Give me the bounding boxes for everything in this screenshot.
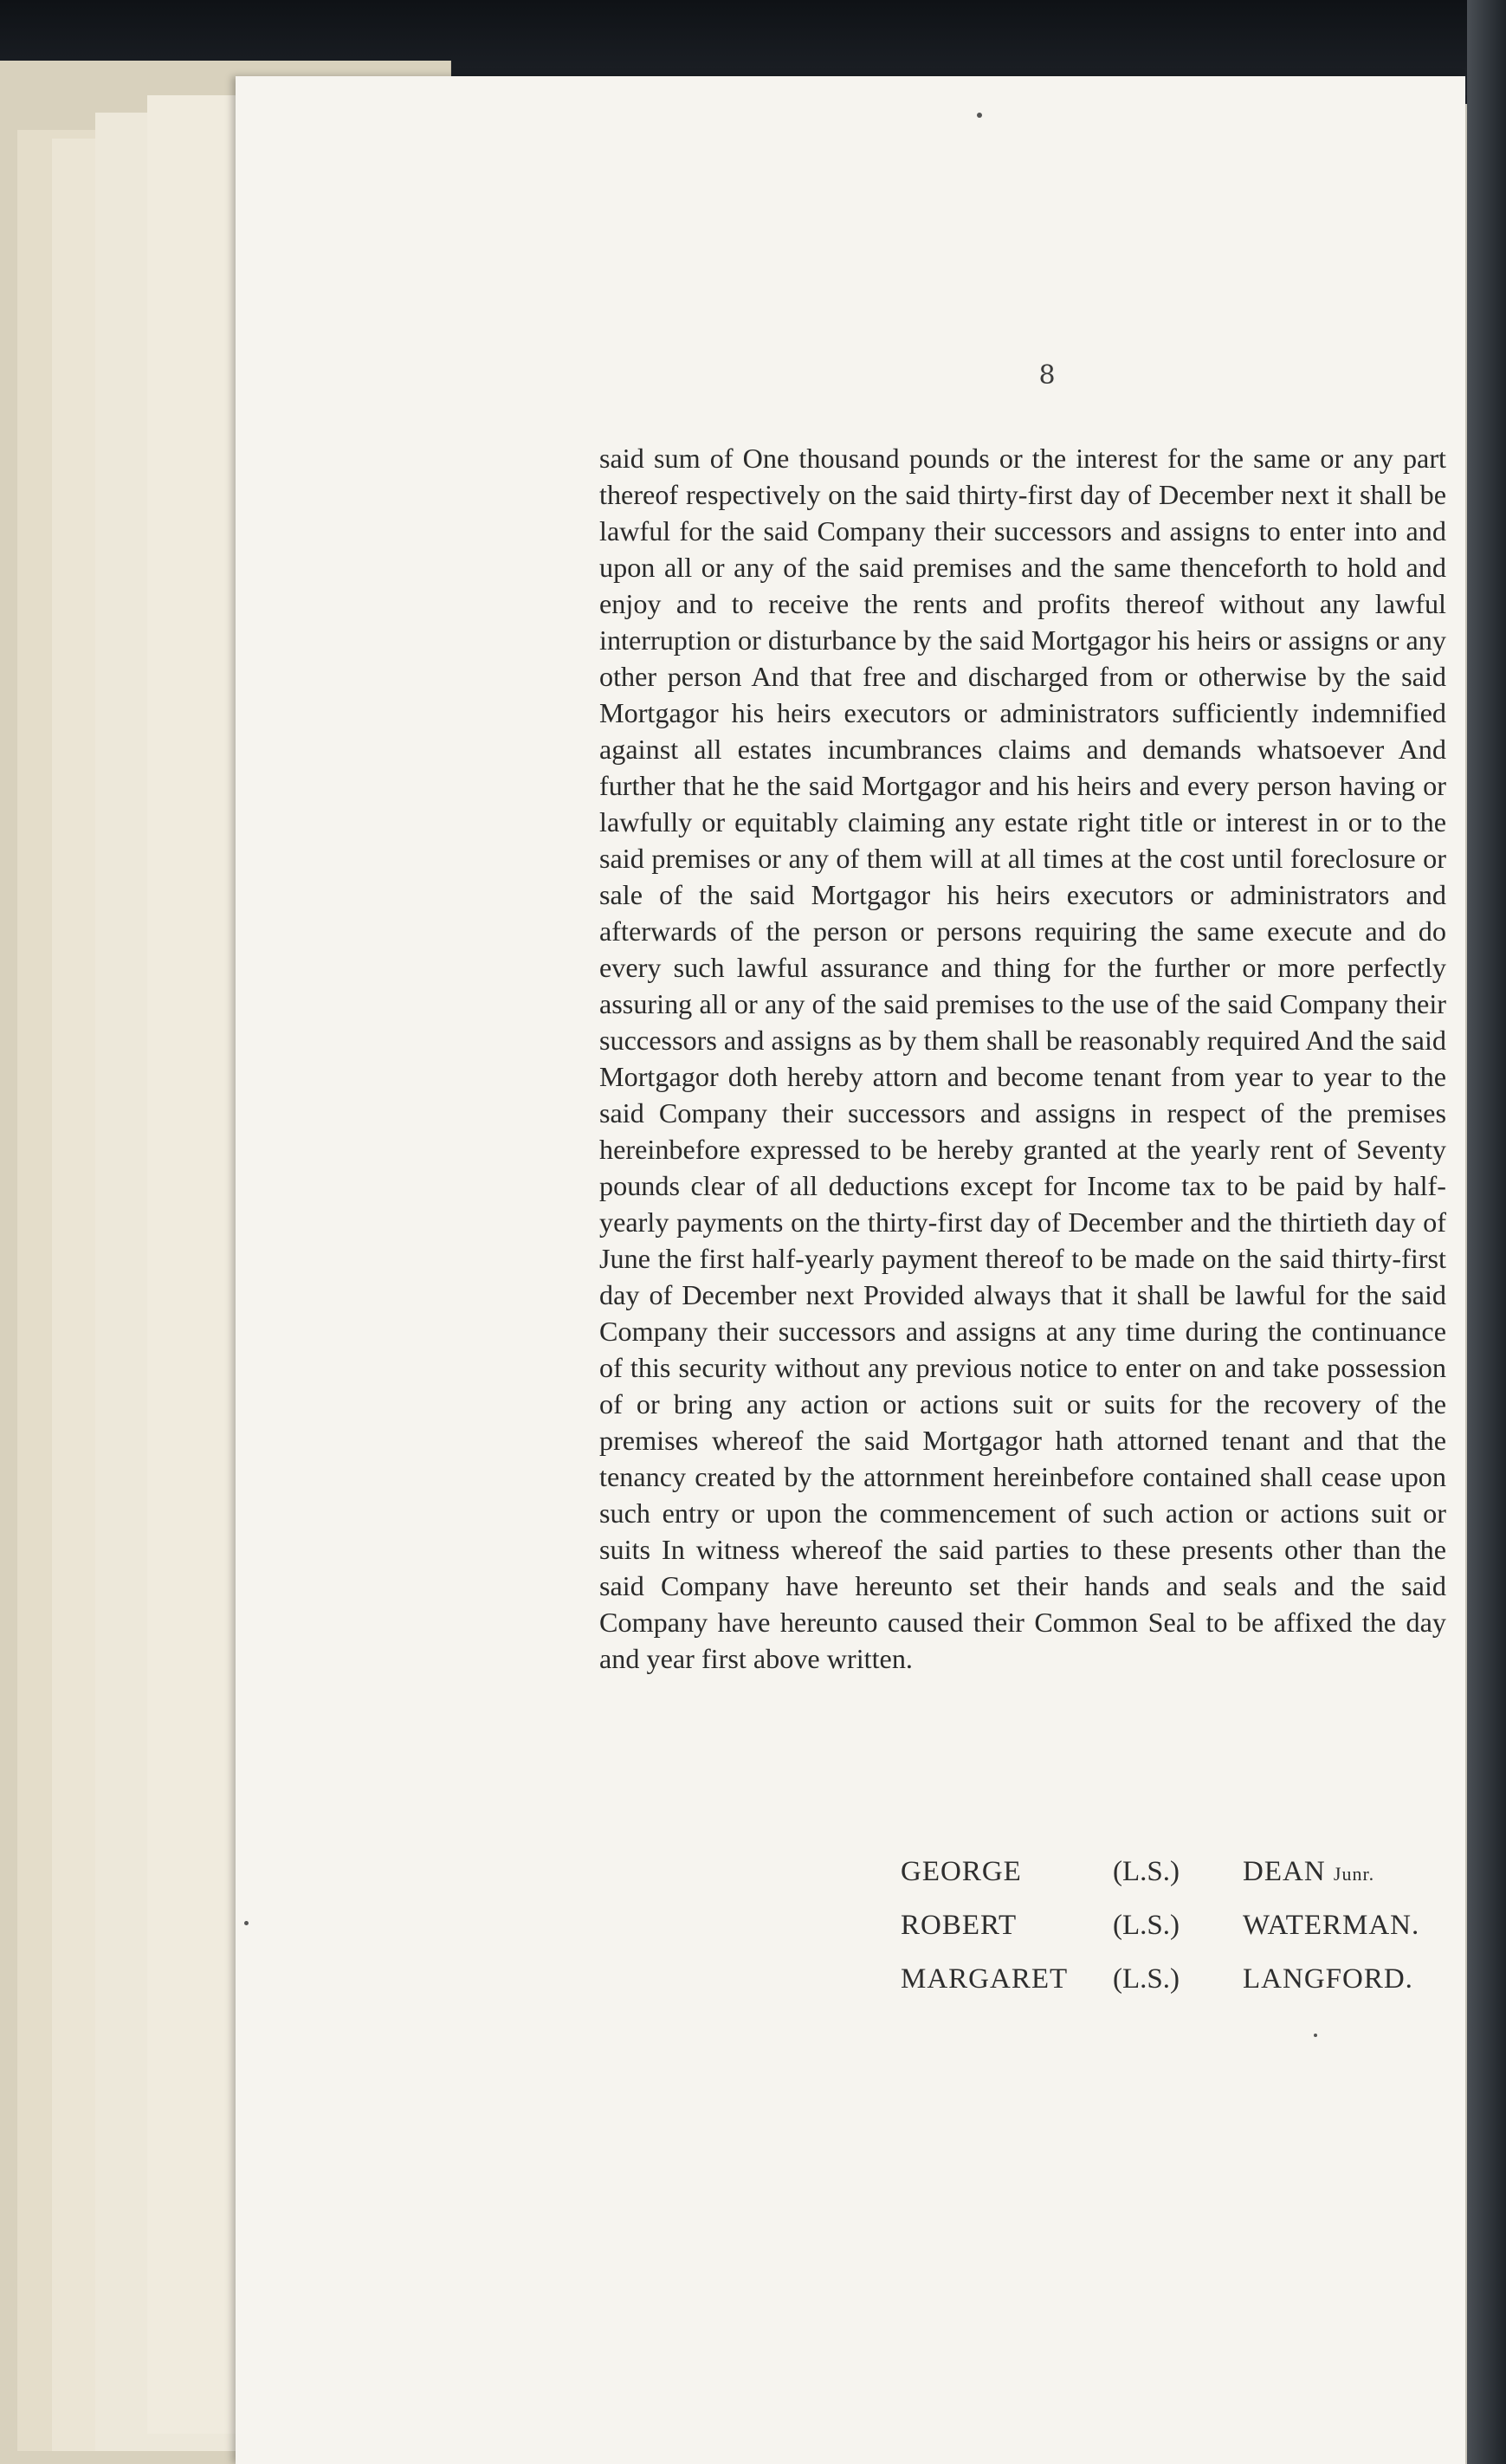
signature-row [901, 1845, 1419, 1898]
seal-mark: (L.S.) [1113, 1909, 1180, 1941]
signature-row [901, 1898, 1419, 1952]
signatory-first-name: ROBERT [901, 1909, 1018, 1941]
ink-speck [977, 113, 982, 118]
signature-block [901, 1845, 1419, 2006]
name-suffix: Junr. [1333, 1862, 1375, 1885]
signatory-surname: DEAN [1243, 1855, 1326, 1887]
signatory-first-name: MARGARET [901, 1963, 1069, 1995]
right-dark-edge [1467, 0, 1506, 2464]
signatory-last-name [1243, 1845, 1419, 1898]
seal-mark: (L.S.) [1113, 1855, 1180, 1887]
signature-row [901, 1952, 1419, 2006]
signatory-last-name: WATERMAN. [1243, 1909, 1420, 1941]
page-number: 8 [1038, 360, 1056, 391]
signatory-first-name: GEORGE [901, 1855, 1022, 1887]
signatory-last-name: LANGFORD. [1243, 1963, 1413, 1995]
ink-speck [244, 1921, 249, 1925]
deed-body-text: said sum of One thousand pounds or the interest for the same or any part thereof respectively on the said thirty-first day of December next it shall be lawful for the said Company their successors and assigns to enter into and upon all or any of the said premises and the same thenceforth to hold and enjoy and to receive the rents and profits thereof without any lawful interruption or disturbance by the said Mortgagor his heirs or assigns or any other person And that free and discharged from or otherwise by the said Mortgagor his heirs executors or administrators sufficiently indemnified against all estates incumbrances claims and demands whatsoever And further that he the said Mortgagor and his heirs and every person having or lawfully or equitably claiming any estate right title or interest in or to the said premises or any of them will at all times at the cost until foreclosure or sale of the said Mortgagor his heirs executors or administrators and afterwards of the person or persons requiring the same execute and do every such lawful assurance and thing for the further or more perfectly assuring all or any of the said premises to the use of the said Company their successors and assigns as by them shall be reasonably required And the said Mortgagor doth hereby attorn and become tenant from year to year to the said Company their successors and assigns in respect of the premises hereinbefore expressed to be hereby granted at the yearly rent of Seventy pounds clear of all deductions except for Income tax to be paid by half-yearly payments on the thirty-first day of December and the thirtieth day of June the first half-yearly payment thereof to be made on the said thirty-first day of December next Provided always that it shall be lawful for the said Company their successors and assigns at any time during the continuance of this security without any previous notice to enter on and take possession of or bring any action or actions suit or suits for the recovery of the premises whereof the said Mortgagor hath attorned tenant and that the tenancy created by the attornment hereinbefore contained shall cease upon such entry or upon the commencement of such action or actions suit or suits In witness whereof the said parties to these presents other than the said Company have hereunto set their hands and seals and the said Company have hereunto caused their Common Seal to be affixed the day and year first above written. [599, 443, 1446, 1674]
seal-mark: (L.S.) [1113, 1963, 1180, 1995]
ink-speck [1314, 2034, 1317, 2037]
